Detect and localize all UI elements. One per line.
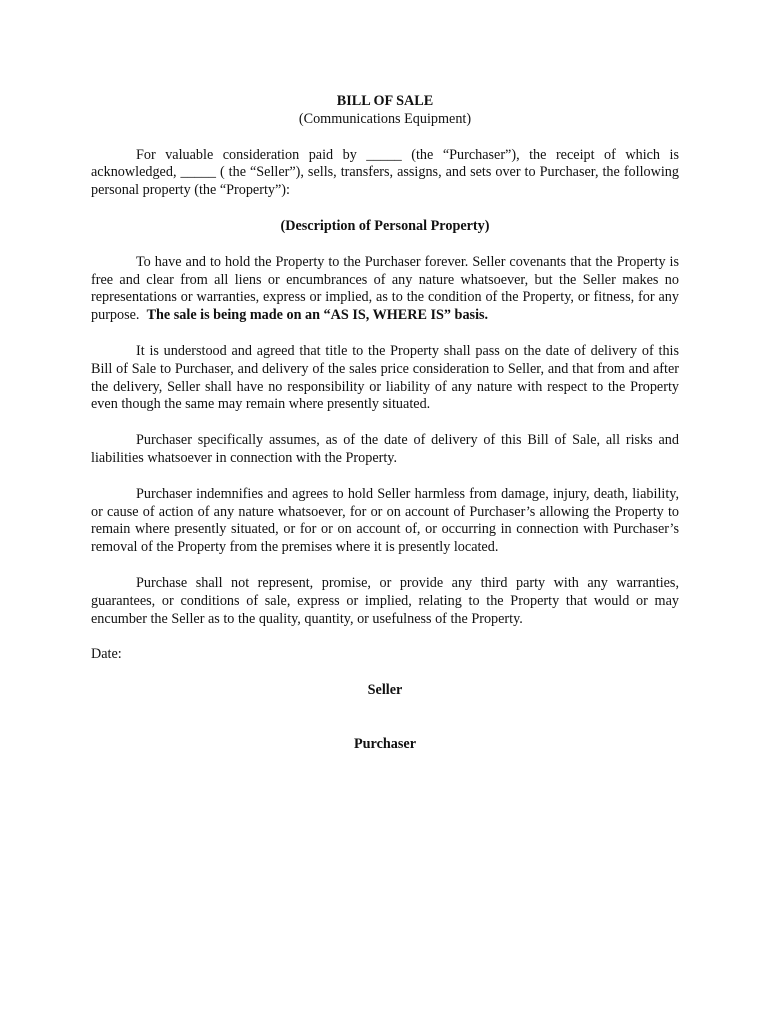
- document-title: BILL OF SALE: [336, 93, 434, 109]
- document-subtitle: (Communications Equipment): [298, 110, 472, 127]
- paragraph-indemnification: Purchaser indemnifies and agrees to hold Seller harmless from damage, injury, death, liability, or cause of action of any nature whatsoever, for or on account of Purchaser’s allowing the Property to remain where presently situated, or for or on account of, or occurring in connection with Purchaser’s removal of the Property from the premises where it is presently located.: [91, 485, 679, 556]
- date-label: Date:: [91, 646, 122, 663]
- seller-signature-label: Seller: [367, 682, 403, 699]
- description-heading: (Description of Personal Property): [280, 217, 490, 234]
- purchaser-signature-label: Purchaser: [354, 735, 416, 752]
- document-page: [91, 93, 679, 754]
- as-is-statement: The sale is being made on an “AS IS, WHERE IS” basis.: [146, 307, 489, 324]
- paragraph-covenants-text: To have and to hold the Property to the Purchaser forever. Seller covenants that the Property is free and clear from all liens or encumbrances of any nature whatsoever, but the Seller makes no representations or warranties, express or implied, as to the condition of the Property, or fitness, for any purpose.: [91, 253, 679, 324]
- paragraph-no-warranties: Purchase shall not represent, promise, or provide any third party with any warranties, guarantees, or conditions of sale, express or implied, relating to the Property that would or may encumber the Seller as to the quality, quantity, or usefulness of the Property.: [91, 574, 679, 627]
- paragraph-risk-assumption: Purchaser specifically assumes, as of the date of delivery of this Bill of Sale, all risks and liabilities whatsoever in connection with the Property.: [91, 432, 679, 466]
- paragraph-covenants: [91, 254, 679, 325]
- paragraph-title-passing: It is understood and agreed that title to the Property shall pass on the date of delivery of this Bill of Sale to Purchaser, and delivery of the sales price consideration to Seller, and that from and after the delivery, Seller shall have no responsibility or liability of any nature with respect to the Property even though the same may remain where presently situated.: [91, 342, 679, 413]
- paragraph-consideration: For valuable consideration paid by _____ (the “Purchaser”), the receipt of which is acknowledged, _____ ( the “Seller”), sells, transfers, assigns, and sets over to Purchaser, the following personal property (the “Property”):: [91, 146, 679, 199]
